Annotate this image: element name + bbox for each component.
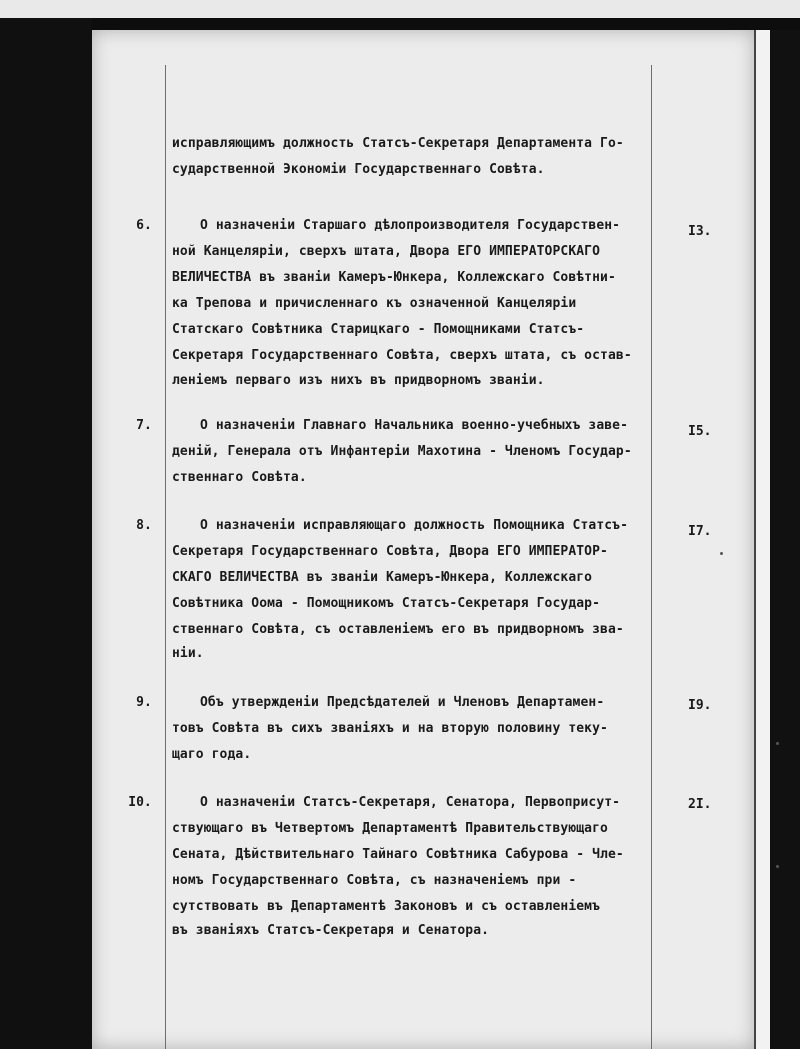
right-column-rule (651, 65, 652, 1049)
entry-number: 9. (136, 695, 152, 710)
entry-line: ственнаго Совѣта, съ оставленiемъ его въ придворномъ зва- (172, 622, 624, 637)
entry-line: денiй, Генерала отъ Инфантерiи Махотина - Членомъ Государ- (172, 444, 632, 459)
entry-line: Совѣтника Оома - Помощникомъ Статсъ-Секретаря Государ- (172, 596, 601, 611)
entry-line: Сената, Дѣйствительнаго Тайнаго Совѣтника Сабурова - Чле- (172, 847, 624, 862)
entry-line: ствующаго въ Четвертомъ Департаментѣ Правительствующаго (172, 821, 608, 836)
entry-number: 8. (136, 518, 152, 533)
entry-line: О назначенiи Главнаго Начальника военно-учебныхъ заве- (200, 418, 629, 433)
entry-number: 7. (136, 418, 152, 433)
intro-line: сударственной Экономiи Государственнаго Совѣта. (172, 162, 545, 177)
entry-number: 6. (136, 218, 152, 233)
scan-left-margin (0, 18, 92, 1049)
entry-page-ref: I7. (688, 524, 712, 539)
entry-line: Секретаря Государственнаго Совѣта, Двора ЕГО ИМПЕРАТОР- (172, 544, 608, 559)
entry-line: сутствовать въ Департаментѣ Законовъ и съ оставленiемъ (172, 899, 601, 914)
entry-line: въ званiяхъ Статсъ-Секретаря и Сенатора. (172, 923, 490, 938)
entry-line: Статскаго Совѣтника Старицкаго - Помощниками Статсъ- (172, 322, 585, 337)
scan-top-strip (0, 0, 800, 18)
entry-line: ственнаго Совѣта. (172, 470, 307, 485)
entry-line: О назначенiи Статсъ-Секретаря, Сенатора, Первоприсут- (200, 795, 621, 810)
entry-line: ВЕЛИЧЕСТВА въ званiи Камеръ-Юнкера, Коллежскаго Совѣтни- (172, 270, 616, 285)
entry-line: О назначенiи исправляющаго должность Помощника Статсъ- (200, 518, 629, 533)
scan-right-margin (770, 30, 800, 1049)
entry-line: номъ Государственнаго Совѣта, съ назначенiемъ при - (172, 873, 577, 888)
entry-page-ref: 2I. (688, 797, 712, 812)
document-page (92, 30, 754, 1049)
entry-line: товъ Совѣта въ сихъ званiяхъ и на вторую половину теку- (172, 721, 608, 736)
entry-number: I0. (128, 795, 152, 810)
entry-page-ref: I5. (688, 424, 712, 439)
scan-speck (776, 742, 779, 745)
entry-line: ленiемъ перваго изъ нихъ въ придворномъ званiи. (172, 373, 545, 388)
entry-line: Секретаря Государственнаго Совѣта, сверхъ штата, съ остав- (172, 348, 632, 363)
entry-page-ref: I9. (688, 698, 712, 713)
scan-speck (720, 552, 723, 555)
entry-page-ref: I3. (688, 224, 712, 239)
entry-line: О назначенiи Старшаго дѣлопроизводителя Государствен- (200, 218, 621, 233)
entry-line: ка Трепова и причисленнаго къ означенной Канцелярiи (172, 296, 577, 311)
entry-line: щаго года. (172, 747, 252, 762)
entry-line: нiи. (172, 646, 204, 661)
scan-speck (776, 865, 779, 868)
entry-line: СКАГО ВЕЛИЧЕСТВА въ званiи Камеръ-Юнкера, Коллежскаго (172, 570, 593, 585)
entry-line: ной Канцелярiи, сверхъ штата, Двора ЕГО ИМПЕРАТОРСКАГО (172, 244, 601, 259)
intro-line: исправляющимъ должность Статсъ-Секретаря Департамента Го- (172, 136, 624, 151)
left-column-rule (165, 65, 166, 1049)
entry-line: Объ утвержденiи Предсѣдателей и Членовъ Департамен- (200, 695, 605, 710)
